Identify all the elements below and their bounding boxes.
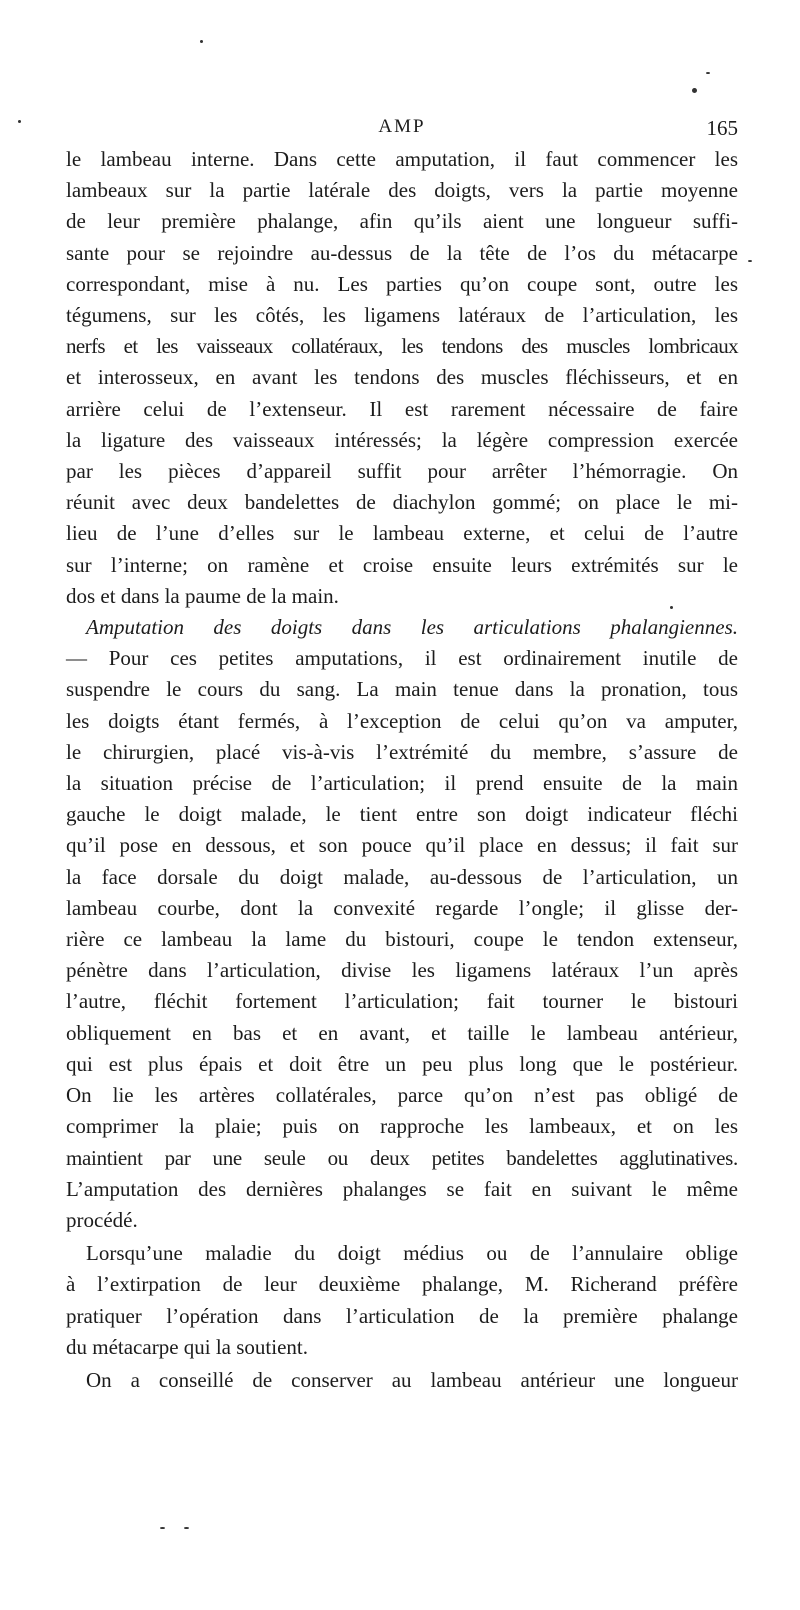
text-line: de leur première phalange, afin qu’ils aient une longueur suffi-: [66, 209, 738, 234]
text-line: gauche le doigt malade, le tient entre son doigt indicateur fléchi: [66, 802, 738, 827]
text-line: le chirurgien, placé vis-à-vis l’extrémité du membre, s’assure de: [66, 739, 738, 764]
ink-speck: [692, 88, 697, 93]
paragraph: [66, 1365, 738, 1396]
text-line: la situation précise de l’articulation; il prend ensuite de la main: [66, 771, 738, 796]
running-head: AMP: [378, 116, 426, 137]
text-line: comprimer la plaie; puis on rapproche les lambeaux, et on les: [66, 1114, 738, 1139]
text-line: la face dorsale du doigt malade, au-dessous de l’articulation, un: [66, 864, 738, 889]
text-line: sur l’interne; on ramène et croise ensuite leurs extrémités sur le: [66, 552, 738, 577]
text-line: l’autre, fléchit fortement l’articulation; fait tourner le bistouri: [66, 989, 738, 1014]
section-heading: Amputation des doigts dans les articulations phalangiennes.: [86, 615, 738, 640]
ink-speck: [184, 1527, 189, 1529]
text-line: à l’extirpation de leur deuxième phalange, M. Richerand préfère: [66, 1272, 738, 1297]
paragraph: [66, 1238, 738, 1363]
ink-speck: [748, 260, 752, 262]
text-line: On lie les artères collatérales, parce qu’on n’est pas obligé de: [66, 1083, 738, 1108]
text-line: suspendre le cours du sang. La main tenue dans la pronation, tous: [66, 677, 738, 702]
text-line: correspondant, mise à nu. Les parties qu’on coupe sont, outre les: [66, 271, 738, 296]
text-line: et interosseux, en avant les tendons des muscles fléchisseurs, et en: [66, 365, 738, 390]
text-line: On a conseillé de conserver au lambeau antérieur une longueur: [86, 1367, 738, 1392]
text-line: les doigts étant fermés, à l’exception de celui qu’on va amputer,: [66, 708, 738, 733]
text-line: le lambeau interne. Dans cette amputation, il faut commencer les: [66, 147, 738, 171]
text-line: réunit avec deux bandelettes de diachylon gommé; on place le mi-: [66, 490, 738, 515]
text-line: tégumens, sur les côtés, les ligamens latéraux de l’articulation, les: [66, 303, 738, 328]
text-line: qui est plus épais et doit être un peu plus long que le postérieur.: [66, 1051, 738, 1076]
text-line: arrière celui de l’extenseur. Il est rarement nécessaire de faire: [66, 396, 738, 421]
text-line: qu’il pose en dessous, et son pouce qu’il place en dessus; il fait sur: [66, 833, 738, 858]
body-text: [66, 144, 738, 1396]
text-line: Lorsqu’une maladie du doigt médius ou de l’annulaire oblige: [86, 1241, 738, 1266]
ink-speck: [706, 72, 710, 74]
paragraph: [66, 144, 738, 612]
text-line: L’amputation des dernières phalanges se fait en suivant le même: [66, 1176, 738, 1201]
text-line: la ligature des vaisseaux intéressés; la légère compression exercée: [66, 427, 738, 452]
text-line: nerfs et les vaisseaux collatéraux, les tendons des muscles lombricaux: [66, 334, 738, 359]
text-line: sante pour se rejoindre au-dessus de la tête de l’os du métacarpe: [66, 240, 738, 265]
page-number: 165: [706, 116, 738, 140]
text-line: maintient par une seule ou deux petites bandelettes agglutinatives.: [66, 1145, 738, 1170]
text-line: lambeau courbe, dont la convexité regarde l’ongle; il glisse der-: [66, 895, 738, 920]
page-header: [66, 116, 738, 146]
paragraph: [66, 612, 738, 1236]
ink-speck: [18, 120, 21, 123]
text-line: dos et dans la paume de la main.: [66, 583, 339, 608]
text-line: du métacarpe qui la soutient.: [66, 1334, 309, 1359]
text-line: obliquement en bas et en avant, et taille le lambeau antérieur,: [66, 1020, 738, 1045]
text-line: lieu de l’une d’elles sur le lambeau externe, et celui de l’autre: [66, 521, 738, 546]
text-line: lambeaux sur la partie latérale des doigts, vers la partie moyenne: [66, 178, 738, 203]
text-line: — Pour ces petites amputations, il est ordinairement inutile de: [66, 646, 738, 671]
ink-speck: [200, 40, 203, 43]
text-line: pratiquer l’opération dans l’articulation de la première phalange: [66, 1303, 738, 1328]
text-line: pénètre dans l’articulation, divise les ligamens latéraux l’un après: [66, 958, 738, 983]
text-line: par les pièces d’appareil suffit pour arrêter l’hémorragie. On: [66, 459, 738, 484]
ink-speck: [160, 1527, 165, 1529]
text-line: rière ce lambeau la lame du bistouri, coupe le tendon extenseur,: [66, 927, 738, 952]
text-line: procédé.: [66, 1207, 138, 1232]
